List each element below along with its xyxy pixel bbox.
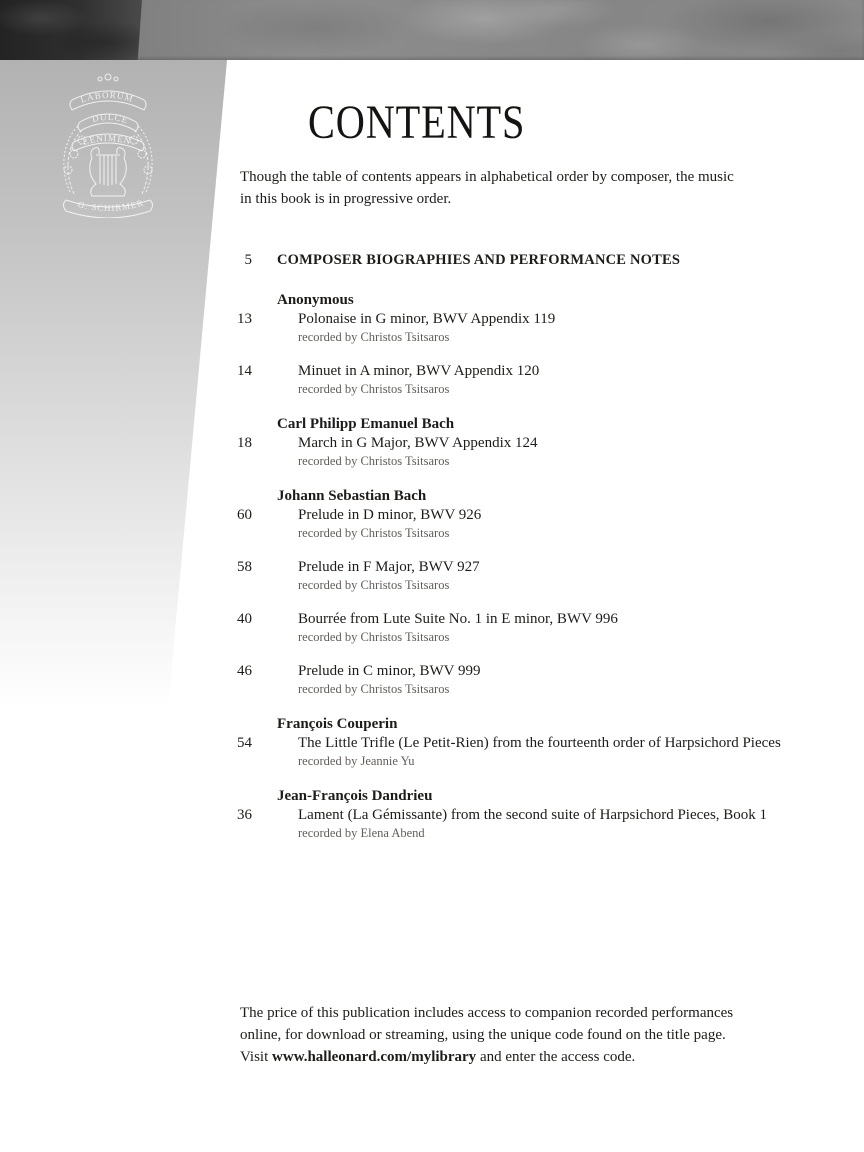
- svg-text:G. SCHIRMER: [77, 198, 145, 213]
- table-of-contents: [218, 251, 848, 858]
- piece-body: [277, 610, 848, 645]
- piece-title: Minuet in A minor, BWV Appendix 120: [298, 363, 540, 379]
- piece-body: [277, 806, 848, 841]
- piece-credit: recorded by Christos Tsitsaros: [298, 454, 450, 468]
- page-title: CONTENTS: [308, 96, 526, 149]
- motto-line1-text: LABORUM: [79, 89, 135, 105]
- piece-page-number: 60: [237, 507, 252, 523]
- footer-note: [240, 1002, 733, 1068]
- piece-page-number: 58: [237, 559, 252, 575]
- intro-line1: Though the table of contents appears in alphabetical order by composer, the music: [240, 169, 734, 185]
- piece-page-number: 36: [237, 807, 252, 823]
- svg-text:LABORUM: [79, 90, 135, 105]
- composer-name: Johann Sebastian Bach: [277, 488, 427, 504]
- piece-credit: recorded by Jeannie Yu: [298, 754, 415, 768]
- piece-body: [277, 434, 848, 469]
- toc-piece-row: [218, 806, 848, 841]
- toc-composer-group: [218, 714, 848, 769]
- piece-title: Bourrée from Lute Suite No. 1 in E minor, BWV 996: [298, 611, 618, 627]
- brand-text: G. SCHIRMER: [76, 197, 146, 214]
- piece-body: [277, 362, 848, 397]
- piece-credit: recorded by Christos Tsitsaros: [298, 682, 450, 696]
- composer-name-row: [218, 486, 848, 506]
- toc-piece-row: [218, 558, 848, 593]
- piece-title: Prelude in C minor, BWV 999: [298, 663, 481, 679]
- piece-credit: recorded by Elena Abend: [298, 826, 425, 840]
- footer-line1: The price of this publication includes access to companion recorded performances: [240, 1005, 734, 1021]
- piece-page-number: 40: [237, 611, 252, 627]
- piece-title: March in G Major, BWV Appendix 124: [298, 435, 538, 451]
- footer-line3-suffix: and enter the access code.: [476, 1049, 636, 1065]
- svg-text:LENIMEN: [82, 133, 133, 147]
- toc-composer-group: [218, 414, 848, 469]
- schirmer-logo-icon: [52, 70, 164, 218]
- piece-page-number: 13: [237, 311, 252, 327]
- piece-credit: recorded by Christos Tsitsaros: [298, 630, 450, 644]
- publisher-emblem: [52, 70, 164, 218]
- piece-body: [277, 558, 848, 593]
- piece-credit: recorded by Christos Tsitsaros: [298, 382, 450, 396]
- piece-credit: recorded by Christos Tsitsaros: [298, 578, 450, 592]
- piece-body: [277, 662, 848, 697]
- piece-page-number: 14: [237, 363, 252, 379]
- toc-composer-group: [218, 786, 848, 841]
- intro-paragraph: [240, 166, 734, 210]
- piece-title: The Little Trifle (Le Petit-Rien) from the fourteenth order of Harpsichord Pieces: [298, 735, 781, 751]
- motto-line3-text: LENIMEN: [81, 132, 133, 147]
- motto-line2-text: DULCE: [91, 111, 130, 126]
- composer-name: Anonymous: [277, 292, 354, 308]
- intro-line2: in this book is in progressive order.: [240, 191, 452, 207]
- piece-title: Lament (La Gémissante) from the second suite of Harpsichord Pieces, Book 1: [298, 807, 768, 823]
- footer-line3-prefix: Visit: [240, 1049, 273, 1065]
- piece-title: Polonaise in G minor, BWV Appendix 119: [298, 311, 556, 327]
- toc-list: [218, 290, 848, 841]
- composer-page-number-spacer: [218, 486, 252, 506]
- composer-name: François Couperin: [277, 716, 398, 732]
- piece-page-number: 54: [237, 735, 252, 751]
- toc-piece-row: [218, 662, 848, 697]
- header-texture-band: [0, 0, 864, 60]
- composer-name: Carl Philipp Emanuel Bach: [277, 416, 455, 432]
- toc-piece-row: [218, 506, 848, 541]
- toc-front-item-page-number: 5: [244, 252, 252, 268]
- composer-name: Jean-François Dandrieu: [277, 788, 433, 804]
- piece-title: Prelude in D minor, BWV 926: [298, 507, 482, 523]
- composer-page-number-spacer: [218, 714, 252, 734]
- piece-credit: recorded by Christos Tsitsaros: [298, 330, 450, 344]
- footer-url: www.halleonard.com/mylibrary: [272, 1049, 477, 1065]
- composer-name-row: [218, 414, 848, 434]
- toc-front-item-label: COMPOSER BIOGRAPHIES AND PERFORMANCE NOTES: [277, 252, 681, 268]
- toc-piece-row: [218, 734, 848, 769]
- toc-front-item: [218, 251, 848, 270]
- piece-page-number: 18: [237, 435, 252, 451]
- composer-page-number-spacer: [218, 786, 252, 806]
- toc-piece-row: [218, 362, 848, 397]
- composer-page-number-spacer: [218, 414, 252, 434]
- toc-piece-row: [218, 434, 848, 469]
- toc-composer-group: [218, 290, 848, 397]
- composer-name-row: [218, 714, 848, 734]
- piece-title: Prelude in F Major, BWV 927: [298, 559, 480, 575]
- header-texture-dark-segment: [0, 0, 142, 60]
- piece-credit: recorded by Christos Tsitsaros: [298, 526, 450, 540]
- footer-line3: [240, 1046, 733, 1068]
- piece-body: [277, 734, 848, 769]
- toc-piece-row: [218, 610, 848, 645]
- composer-name-row: [218, 786, 848, 806]
- piece-page-number: 46: [237, 663, 252, 679]
- piece-body: [277, 310, 848, 345]
- toc-composer-group: [218, 486, 848, 697]
- piece-body: [277, 506, 848, 541]
- toc-piece-row: [218, 310, 848, 345]
- composer-name-row: [218, 290, 848, 310]
- composer-page-number-spacer: [218, 290, 252, 310]
- footer-line2: online, for download or streaming, using the unique code found on the title page.: [240, 1027, 726, 1043]
